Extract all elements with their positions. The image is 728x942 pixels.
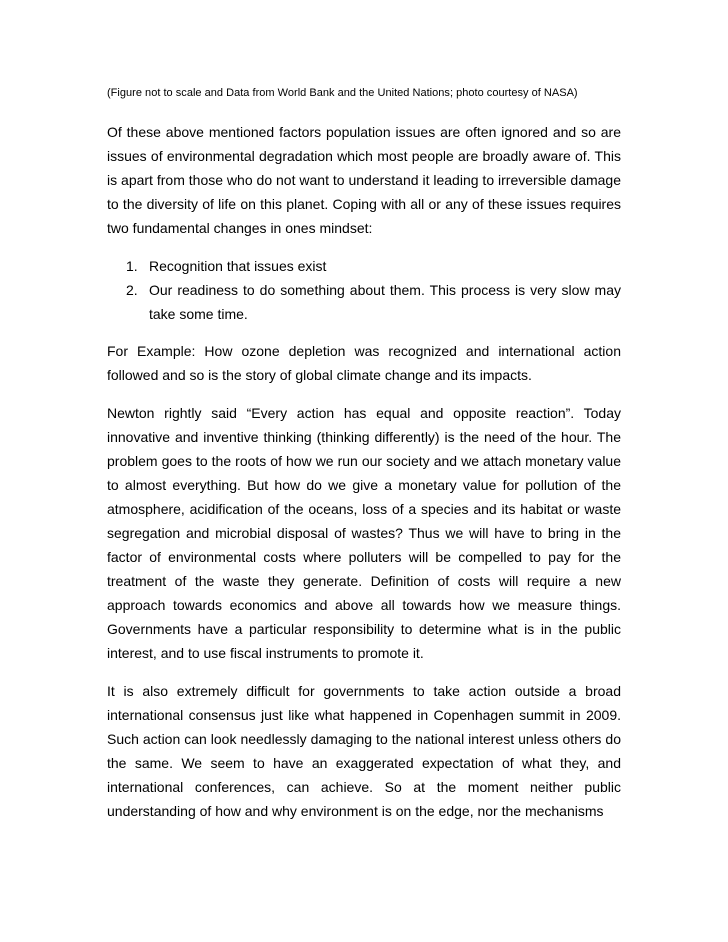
list-item-text: Our readiness to do something about them. This process is very slow may take some time. <box>149 282 621 322</box>
list-item <box>107 278 621 326</box>
numbered-list <box>107 254 621 326</box>
figure-caption: (Figure not to scale and Data from World Bank and the United Nations; photo courtesy of NASA) <box>107 87 578 99</box>
paragraph-example: For Example: How ozone depletion was recognized and international action followed and so is the story of global climate change and its impacts. <box>107 343 621 383</box>
paragraph-consensus: It is also extremely difficult for governments to take action outside a broad international consensus just like what happened in Copenhagen summit in 2009. Such action can look needlessly damaging to the national interest unless others do the same. We seem to have an exaggerated expectation of what they, and international conferences, can achieve. So at the moment neither public understanding of how and why environment is on the edge, nor the mechanisms <box>107 683 621 819</box>
list-item-number: 1. <box>126 258 138 274</box>
paragraph-mindset: Of these above mentioned factors population issues are often ignored and so are issues of environmental degradation which most people are broadly aware of. This is apart from those who do not want to understand it leading to irreversible damage to the diversity of life on this planet. Coping with all or any of these issues requires two fundamental changes in ones mindset: <box>107 124 621 236</box>
list-item <box>107 254 621 278</box>
list-item-number: 2. <box>126 282 138 298</box>
paragraph-newton: Newton rightly said “Every action has equal and opposite reaction”. Today innovative and inventive thinking (thinking differently) is the need of the hour. The problem goes to the roots of how we run our society and we attach monetary value to almost everything. But how do we give a monetary value for pollution of the atmosphere, acidification of the oceans, loss of a species and its habitat or waste segregation and microbial disposal of wastes? Thus we will have to bring in the factor of environmental costs where polluters will be compelled to pay for the treatment of the waste they generate. Definition of costs will require a new approach towards economics and above all towards how we measure things. Governments have a particular responsibility to determine what is in the public interest, and to use fiscal instruments to promote it. <box>107 405 621 661</box>
document-body <box>107 120 621 837</box>
list-item-text: Recognition that issues exist <box>149 258 327 274</box>
